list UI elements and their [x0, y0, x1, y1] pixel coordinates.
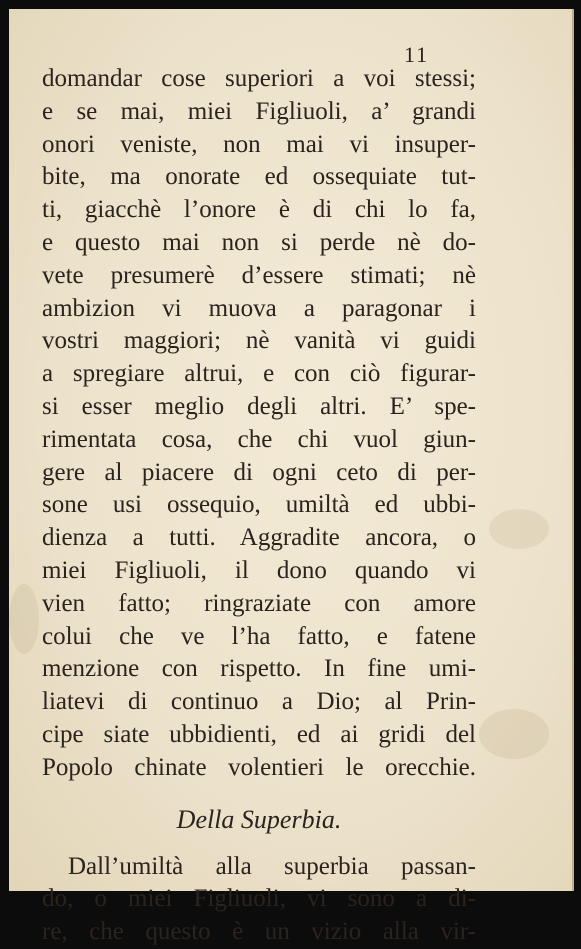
text-line: cipe siate ubbidienti, ed ai gridi del	[42, 720, 476, 748]
text-line: rimentata cosa, che chi vuol giun-	[42, 425, 476, 453]
text-line: bite, ma onorate ed ossequiate tut-	[42, 163, 476, 191]
text-line: e questo mai non si perde nè do-	[42, 228, 476, 256]
text-line: Popolo chinate volentieri le orecchie.	[42, 753, 476, 781]
paper-stain	[489, 509, 549, 549]
text-line: liatevi di continuo a Dio; al Prin-	[42, 688, 476, 716]
book-page	[9, 9, 574, 946]
text-line: menzione con rispetto. In fine umi-	[42, 655, 476, 683]
text-line: a spregiare altrui, e con ciò figurar-	[42, 360, 476, 388]
paper-stain	[479, 709, 549, 759]
text-line: miei Figliuoli, il dono quando vi	[42, 556, 476, 584]
section-heading: Della Superbia.	[176, 804, 342, 834]
text-line: re, che questo è un vizio alla vir-	[42, 918, 476, 946]
paper-stain	[9, 584, 39, 654]
text-line: onori veniste, non mai vi insuper-	[42, 130, 476, 158]
text-line: e se mai, miei Figliuoli, a’ grandi	[42, 97, 476, 125]
text-line: vostri maggiori; nè vanità vi guidi	[42, 327, 476, 355]
text-line: dienza a tutti. Aggradite ancora, o	[42, 524, 476, 552]
text-line: Dall’umiltà alla superbia passan-	[68, 852, 476, 880]
text-line: gere al piacere di ogni ceto di per-	[42, 458, 476, 486]
text-line: vete presumerè d’essere stimati; nè	[42, 261, 476, 289]
text-line: ti, giacchè l’onore è di chi lo fa,	[42, 196, 476, 224]
text-line: ambizion vi muova a paragonar i	[42, 294, 476, 322]
body-text	[42, 63, 476, 949]
text-line: colui che ve l’ha fatto, e fatene	[42, 622, 476, 650]
text-line: vien fatto; ringraziate con amore	[42, 589, 476, 617]
text-line: domandar cose superiori a voi stessi;	[42, 65, 476, 92]
text-line: si esser meglio degli altri. E’ spe-	[42, 392, 476, 420]
page-number: 11	[404, 42, 430, 67]
text-line: sone usi ossequio, umiltà ed ubbi-	[42, 491, 476, 519]
text-line: do, o miei Figliuoli, vi sono a di-	[42, 885, 476, 913]
